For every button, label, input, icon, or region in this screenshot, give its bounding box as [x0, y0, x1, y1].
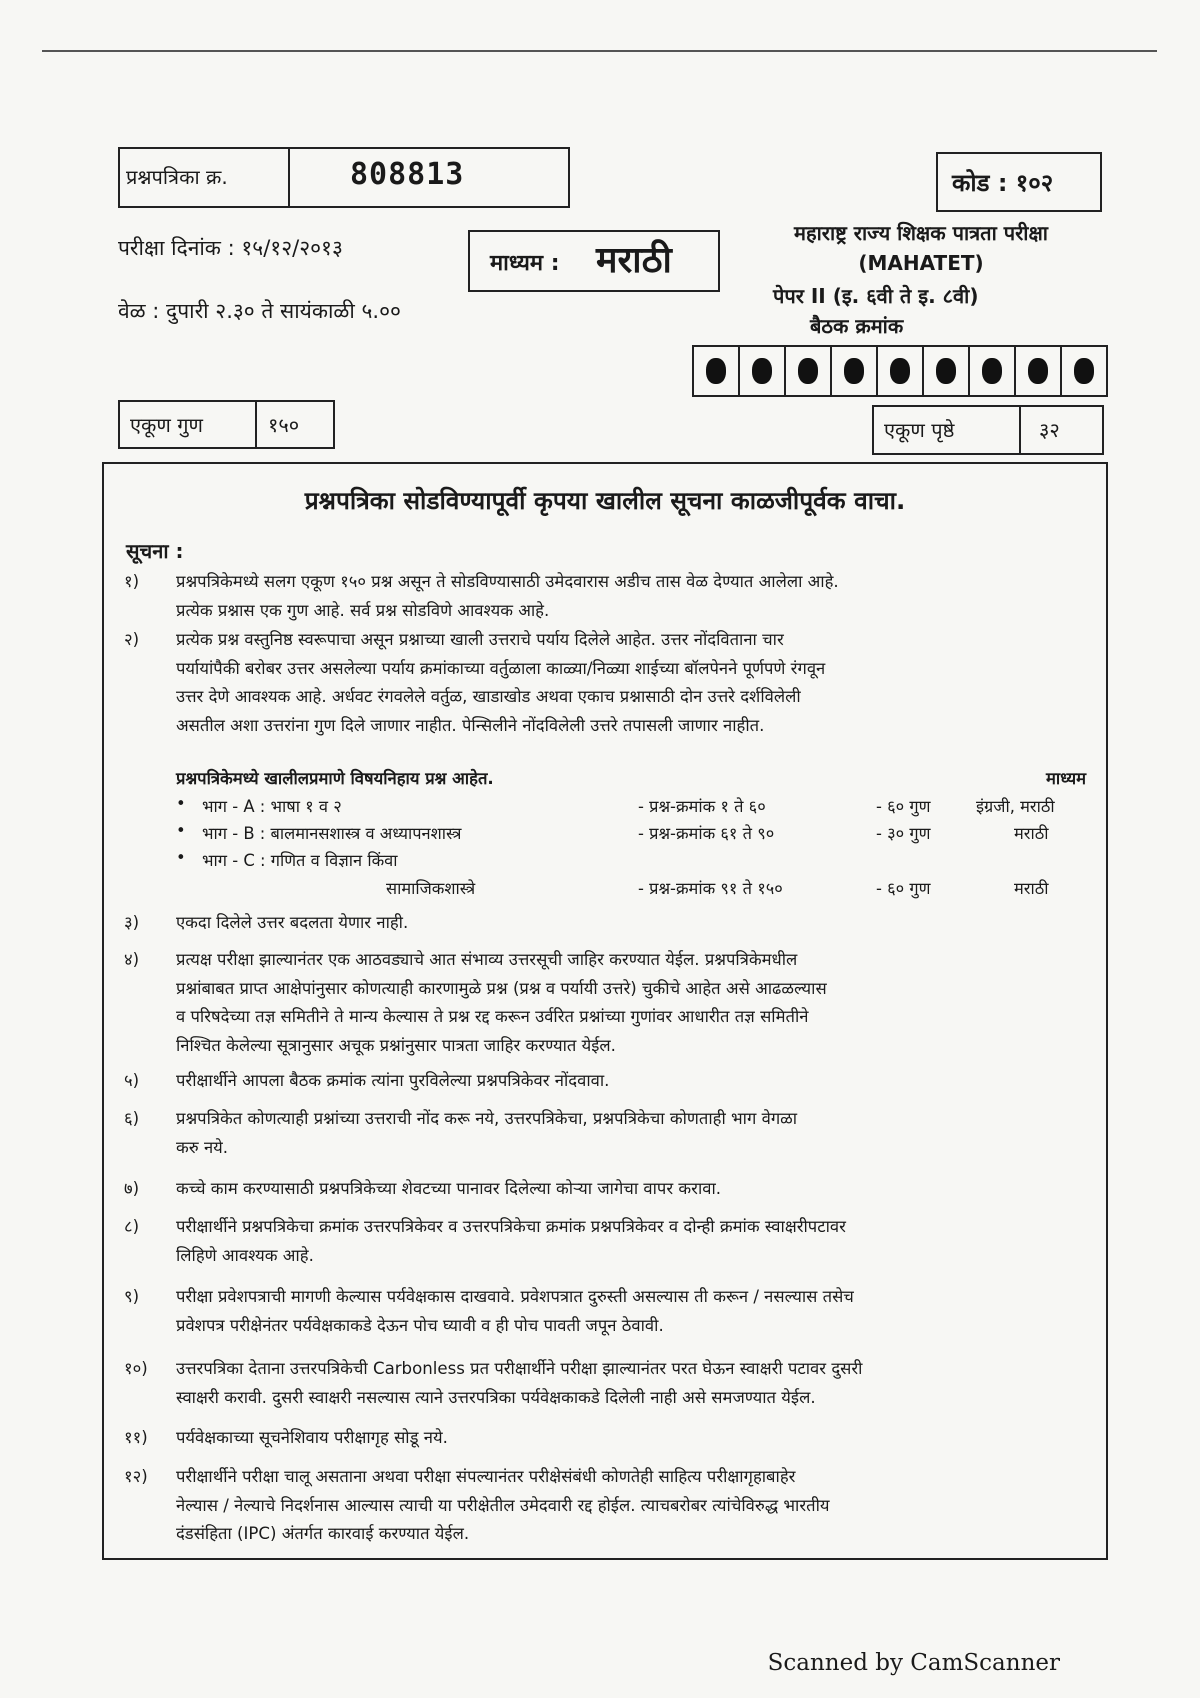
instruction-item: [124, 1355, 1099, 1412]
seat-digit-cell: [970, 345, 1016, 397]
instruction-item: [124, 1424, 1099, 1453]
instruction-line: व परिषदेच्या तज्ञ समितीने ते मान्य केल्यास ते प्रश्न रद्द करून उर्वरित प्रश्नांच्या गुणांवर आधारीत तज्ञ समितीने: [176, 1007, 809, 1026]
instruction-line: प्रश्नांबाबत प्राप्त आक्षेपांनुसार कोणत्याही कारणामुळे प्रश्न (प्रश्न व पर्यायी उत्तरे) चुकीचे आहेत असे आढळल्यास: [176, 978, 827, 998]
bullet: •: [176, 794, 186, 813]
question-paper-number-box: [118, 147, 570, 208]
part-name: भाग - B : बालमानसशास्त्र व अध्यापनशास्त्र: [202, 824, 462, 843]
seat-digit-cell: [1016, 345, 1062, 397]
instruction-line: प्रवेशपत्र परीक्षेनंतर पर्यवेक्षकाकडे देऊन पोच घ्यावी व ही पोच पावती जपून ठेवावी.: [176, 1315, 664, 1335]
parts-heading-text: प्रश्नपत्रिकेमध्ये खालीलप्रमाणे विषयनिहाय प्रश्न आहेत.: [176, 769, 494, 788]
total-marks-label: एकूण गुण: [130, 413, 203, 437]
seat-digit-mark: [798, 358, 818, 384]
seat-digit-mark: [706, 358, 726, 384]
total-marks-value: १५०: [268, 413, 300, 437]
instruction-line: उत्तरपत्रिका देताना उत्तरपत्रिकेची Carbonless प्रत परीक्षार्थीने परीक्षा झाल्यानंतर परत घेऊन स्वाक्षरी पटावर दुसरी: [176, 1359, 863, 1378]
seat-digit-cell: [878, 345, 924, 397]
exam-title-block: [740, 218, 1102, 278]
exam-time: वेळ : दुपारी २.३० ते सायंकाळी ५.००: [118, 299, 401, 323]
seat-digit-cell: [786, 345, 832, 397]
top-rule: [42, 50, 1157, 52]
instruction-number: ८): [124, 1217, 140, 1236]
seat-digit-mark: [1074, 358, 1094, 384]
part-name: भाग - C : गणित व विज्ञान किंवा: [202, 851, 398, 870]
part-marks: - ६० गुण: [876, 797, 931, 816]
part-range: - प्रश्न-क्रमांक ६१ ते ९०: [638, 824, 775, 843]
seat-digit-cell: [740, 345, 786, 397]
instruction-item: [124, 626, 1099, 740]
medium-box: [468, 230, 720, 292]
code-text: कोड : १०२: [952, 169, 1054, 197]
part-name: सामाजिकशास्त्रे: [386, 879, 476, 898]
instruction-number: २): [124, 630, 140, 649]
instruction-line: पर्यवेक्षकाच्या सूचनेशिवाय परीक्षागृह सोडू नये.: [176, 1428, 448, 1447]
instruction-item: [124, 1105, 1099, 1162]
part-range: - प्रश्न-क्रमांक १ ते ६०: [638, 797, 766, 816]
instruction-line: एकदा दिलेले उत्तर बदलता येणार नाही.: [176, 913, 409, 932]
instruction-item: [124, 1175, 1099, 1204]
divider: [288, 149, 290, 206]
bullet: •: [176, 821, 186, 840]
instruction-line: परीक्षार्थीने प्रश्नपत्रिकेचा क्रमांक उत्तरपत्रिकेवर व उत्तरपत्रिकेचा क्रमांक प्रश्नपत्रिकेवर व दोन्ही क्रमांक स्वाक्षरीपटावर: [176, 1217, 846, 1236]
total-marks-box: [118, 400, 335, 449]
instruction-line: स्वाक्षरी करावी. दुसरी स्वाक्षरी नसल्यास त्याने उत्तरपत्रिका पर्यवेक्षकाकडे दिलेली नाही असे समजण्यात येईल.: [176, 1387, 816, 1407]
qp-number: 808813: [350, 157, 465, 192]
instruction-line: पर्यायांपैकी बरोबर उत्तर असलेल्या पर्याय क्रमांकाच्या वर्तुळाला काळ्या/निळ्या शाईच्या बॉलपेनने पूर्णपणे रंगवून: [176, 658, 826, 678]
instruction-line: दंडसंहिता (IPC) अंतर्गत कारवाई करण्यात येईल.: [176, 1524, 470, 1543]
instruction-line: परीक्षा प्रवेशपत्राची मागणी केल्यास पर्यवेक्षकास दाखवावे. प्रवेशपत्रात दुरुस्ती असल्यास ती करून / नसल्यास तसेच: [176, 1287, 854, 1306]
instruction-line: प्रत्येक प्रश्न वस्तुनिष्ठ स्वरूपाचा असून प्रश्नाच्या खाली उत्तराचे पर्याय दिलेले आहेत. उत्तर नोंदविताना चार: [176, 630, 784, 649]
code-box: [936, 152, 1102, 212]
instructions-label: सूचना :: [126, 539, 184, 563]
medium-label: माध्यम :: [490, 251, 560, 276]
total-pages-value: ३२: [1039, 418, 1060, 442]
parts-medium-header: माध्यम: [1045, 769, 1086, 788]
part-medium: इंग्रजी, मराठी: [976, 797, 1055, 816]
qp-label: प्रश्नपत्रिका क्र.: [126, 165, 228, 189]
part-medium: मराठी: [1014, 879, 1049, 898]
seat-digit-cell: [832, 345, 878, 397]
seat-digit-mark: [752, 358, 772, 384]
seat-number-grid: [692, 345, 1108, 397]
instruction-number: १): [124, 572, 140, 591]
seat-digit-cell: [924, 345, 970, 397]
seat-number-label: बैठक क्रमांक: [810, 314, 904, 338]
part-medium: मराठी: [1014, 824, 1049, 843]
seat-digit-mark: [890, 358, 910, 384]
total-pages-box: [872, 405, 1104, 455]
part-marks: - ६० गुण: [876, 879, 931, 898]
instruction-number: १२): [124, 1467, 148, 1486]
scanner-watermark: Scanned by CamScanner: [767, 1650, 1060, 1676]
instruction-number: ३): [124, 913, 140, 932]
part-marks: - ३० गुण: [876, 824, 931, 843]
instruction-number: १०): [124, 1359, 148, 1378]
exam-name: महाराष्ट्र राज्य शिक्षक पात्रता परीक्षा: [794, 221, 1048, 245]
instruction-line: नेल्यास / नेल्याचे निदर्शनास आल्यास त्याची या परीक्षेतील उमेदवारी रद्द होईल. त्याचबरोबर त्यांचेविरुद्ध भारतीय: [176, 1495, 830, 1515]
instructions-panel: [102, 462, 1108, 1560]
instruction-number: ६): [124, 1109, 140, 1128]
parts-heading: [176, 766, 1086, 789]
instruction-line: निश्चित केलेल्या सूत्रानुसार अचूक प्रश्नांनुसार पात्रता जाहिर करण्यात येईल.: [176, 1035, 616, 1055]
instruction-line: लिहिणे आवश्यक आहे.: [176, 1245, 314, 1265]
instruction-line: प्रश्नपत्रिकेत कोणत्याही प्रश्नांच्या उत्तराची नोंद करू नये, उत्तरपत्रिकेचा, प्रश्नपत्रिकेचा कोणताही भाग वेगळा: [176, 1109, 798, 1128]
instruction-line: असतील अशा उत्तरांना गुण दिले जाणार नाहीत. पेन्सिलीने नोंदविलेली उत्तरे तपासली जाणार नाहीत.: [176, 715, 765, 735]
instruction-line: प्रत्येक प्रश्नास एक गुण आहे. सर्व प्रश्न सोडविणे आवश्यक आहे.: [176, 600, 550, 620]
seat-digit-cell: [1062, 345, 1108, 397]
total-pages-label: एकूण पृष्ठे: [884, 418, 955, 442]
divider: [255, 402, 257, 447]
instruction-item: [124, 1463, 1099, 1549]
exam-short-name: (MAHATET): [858, 251, 984, 275]
seat-digit-mark: [936, 358, 956, 384]
instruction-line: परीक्षार्थीने आपला बैठक क्रमांक त्यांना पुरविलेल्या प्रश्नपत्रिकेवर नोंदवावा.: [176, 1071, 610, 1090]
seat-digit-mark: [844, 358, 864, 384]
medium-value: मराठी: [596, 240, 672, 281]
instruction-line: कच्चे काम करण्यासाठी प्रश्नपत्रिकेच्या शेवटच्या पानावर दिलेल्या कोऱ्या जागेचा वापर करावा.: [176, 1179, 722, 1198]
exam-date: परीक्षा दिनांक : १५/१२/२०१३: [118, 236, 343, 260]
instruction-item: [124, 946, 1099, 1060]
part-name: भाग - A : भाषा १ व २: [202, 797, 342, 816]
divider: [1019, 407, 1021, 453]
seat-digit-cell: [694, 345, 740, 397]
instruction-number: ११): [124, 1428, 148, 1447]
instruction-item: [124, 1067, 1099, 1096]
instruction-line: प्रश्नपत्रिकेमध्ये सलग एकूण १५० प्रश्न असून ते सोडविण्यासाठी उमेदवारास अडीच तास वेळ देण्यात आलेला आहे.: [176, 572, 839, 591]
instruction-item: [124, 568, 1099, 625]
instruction-item: [124, 1213, 1099, 1270]
instruction-line: प्रत्यक्ष परीक्षा झाल्यानंतर एक आठवड्याचे आत संभाव्य उत्तरसूची जाहिर करण्यात येईल. प्रश्नपत्रिकेमधील: [176, 950, 798, 969]
instruction-number: ७): [124, 1179, 140, 1198]
bullet: •: [176, 848, 186, 867]
instruction-item: [124, 1283, 1099, 1340]
instruction-number: ५): [124, 1071, 140, 1090]
instruction-number: ४): [124, 950, 140, 969]
instruction-line: उत्तर देणे आवश्यक आहे. अर्धवट रंगवलेले वर्तुळ, खाडाखोड अथवा एकाच प्रश्नासाठी दोन उत्तरे दर्शविलेली: [176, 687, 801, 706]
seat-digit-mark: [1028, 358, 1048, 384]
seat-digit-mark: [982, 358, 1002, 384]
paper-name: पेपर II (इ. ६वी ते इ. ८वी): [773, 284, 979, 308]
instruction-line: करु नये.: [176, 1137, 229, 1157]
part-range: - प्रश्न-क्रमांक ९१ ते १५०: [638, 879, 783, 898]
instruction-number: ९): [124, 1287, 140, 1306]
instruction-item: [124, 909, 1099, 938]
instruction-line: परीक्षार्थीने परीक्षा चालू असताना अथवा परीक्षा संपल्यानंतर परीक्षेसंबंधी कोणतेही साहित्य परीक्षागृहाबाहेर: [176, 1467, 796, 1486]
instructions-title: प्रश्नपत्रिका सोडविण्यापूर्वी कृपया खालील सूचना काळजीपूर्वक वाचा.: [304, 486, 906, 515]
